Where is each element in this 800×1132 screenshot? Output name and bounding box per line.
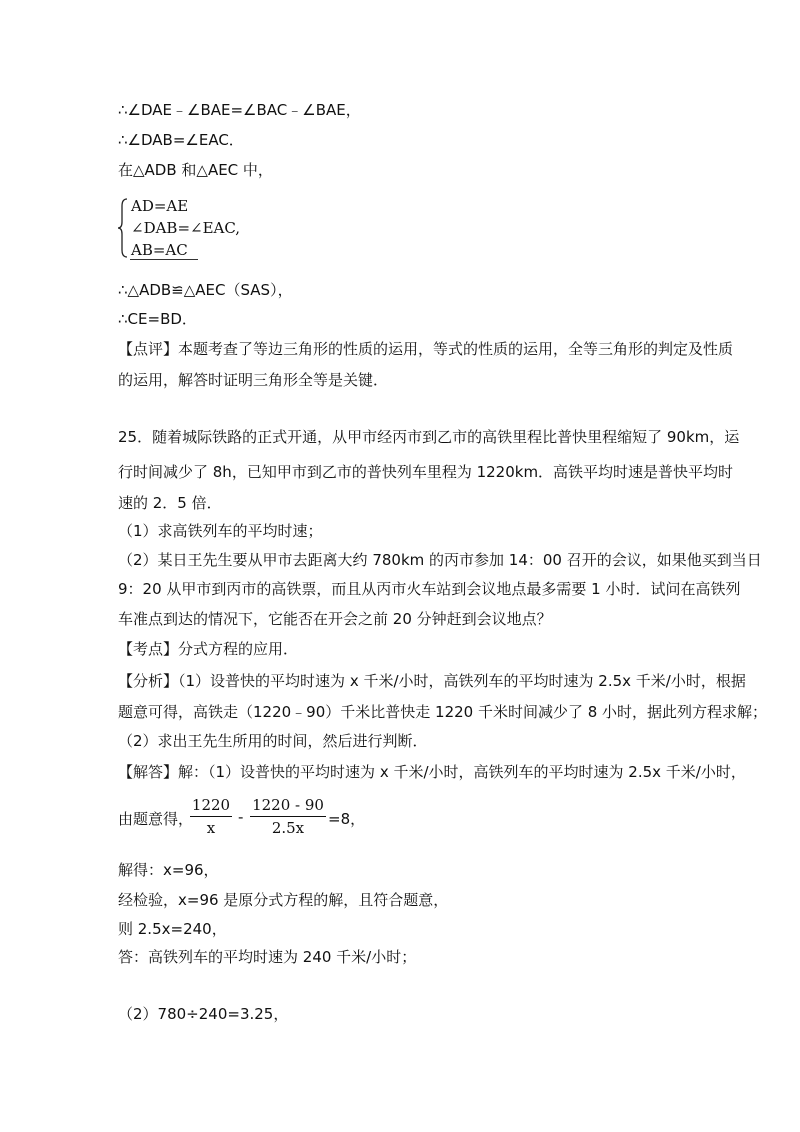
analysis-line-1: 【分析】（1）设普快的平均时速为 x 千米/小时，高铁列车的平均时速为 2.5x 千米/小时，根据 <box>118 672 746 690</box>
line-conclusion: ∴CE=BD． <box>118 310 197 328</box>
fraction-1-denominator: x <box>206 819 216 837</box>
then-line: 则 2.5x=240， <box>118 920 227 938</box>
equation-system <box>118 197 241 266</box>
line-congruent: ∴△ADB≌△AEC（SAS）， <box>118 281 293 299</box>
left-brace-icon <box>118 198 128 258</box>
system-underline <box>130 259 198 260</box>
line-comment-2: 的运用，解答时证明三角形全等是关键． <box>118 371 389 389</box>
problem-25-line-3: 速的 2．5 倍． <box>118 494 222 512</box>
line-comment-1: 【点评】本题考查了等边三角形的性质的运用，等式的性质的运用，全等三角形的判定及性质 <box>118 340 734 358</box>
line-in-triangles: 在△ADB 和△AEC 中， <box>118 161 273 179</box>
system-line-3: AB=AC <box>131 241 188 259</box>
line-angle-equal: ∴∠DAB=∠EAC． <box>118 131 244 149</box>
question-2-line-1: （2）某日王先生要从甲市去距离大约 780km 的丙市参加 14：00 召开的会议，如果他买到当日 <box>118 551 762 569</box>
fraction-2-denominator: 2.5x <box>271 819 305 837</box>
solution-line-1: 【解答】解：（1）设普快的平均时速为 x 千米/小时，高铁列车的平均时速为 2.5x 千米/小时， <box>118 763 746 781</box>
fraction-1-numerator: 1220 <box>191 796 231 814</box>
system-line-2: ∠DAB=∠EAC, <box>131 219 241 237</box>
question-2-line-2: 9：20 从甲市到丙市的高铁票，而且从丙市火车站到会议地点最多需要 1 小时．试问在高铁列 <box>118 580 741 598</box>
solve-result: 解得：x=96， <box>118 861 219 879</box>
question-1: （1）求高铁列车的平均时速； <box>118 522 323 540</box>
fraction-1-bar <box>190 816 232 817</box>
fraction-2-numerator: 1220 - 90 <box>252 796 324 814</box>
key-point: 【考点】分式方程的应用． <box>118 640 299 658</box>
analysis-line-3: （2）求出王先生所用的时间，然后进行判断． <box>118 732 428 750</box>
problem-25-line-1: 25．随着城际铁路的正式开通，从甲市经丙市到乙市的高铁里程比普快里程缩短了 90km，运 <box>118 428 740 446</box>
check-line: 经检验，x=96 是原分式方程的解，且符合题意， <box>118 891 449 909</box>
problem-25-line-2: 行时间减少了 8h，已知甲市到乙市的普快列车里程为 1220km．高铁平均时速是普快平均时 <box>118 463 734 481</box>
equation-suffix: =8， <box>328 810 366 828</box>
line-angle-subtraction: ∴∠DAE﹣∠BAE=∠BAC﹣∠BAE， <box>118 101 361 119</box>
equation-prefix: 由题意得， <box>118 810 194 828</box>
system-line-1: AD=AE <box>131 197 189 215</box>
answer-line: 答：高铁列车的平均时速为 240 千米/小时； <box>118 948 417 966</box>
minus-sign: - <box>238 808 244 826</box>
fraction-1 <box>190 795 232 838</box>
analysis-line-2: 题意可得，高铁走（1220﹣90）千米比普快走 1220 千米时间减少了 8 小时，据此列方程求解； <box>118 703 768 721</box>
question-2-line-3: 车准点到达的情况下，它能否在开会之前 20 分钟赶到会议地点？ <box>118 610 552 628</box>
fraction-2 <box>250 795 326 838</box>
part-2-line: （2）780÷240=3.25， <box>118 1005 289 1023</box>
fraction-2-bar <box>250 816 326 817</box>
